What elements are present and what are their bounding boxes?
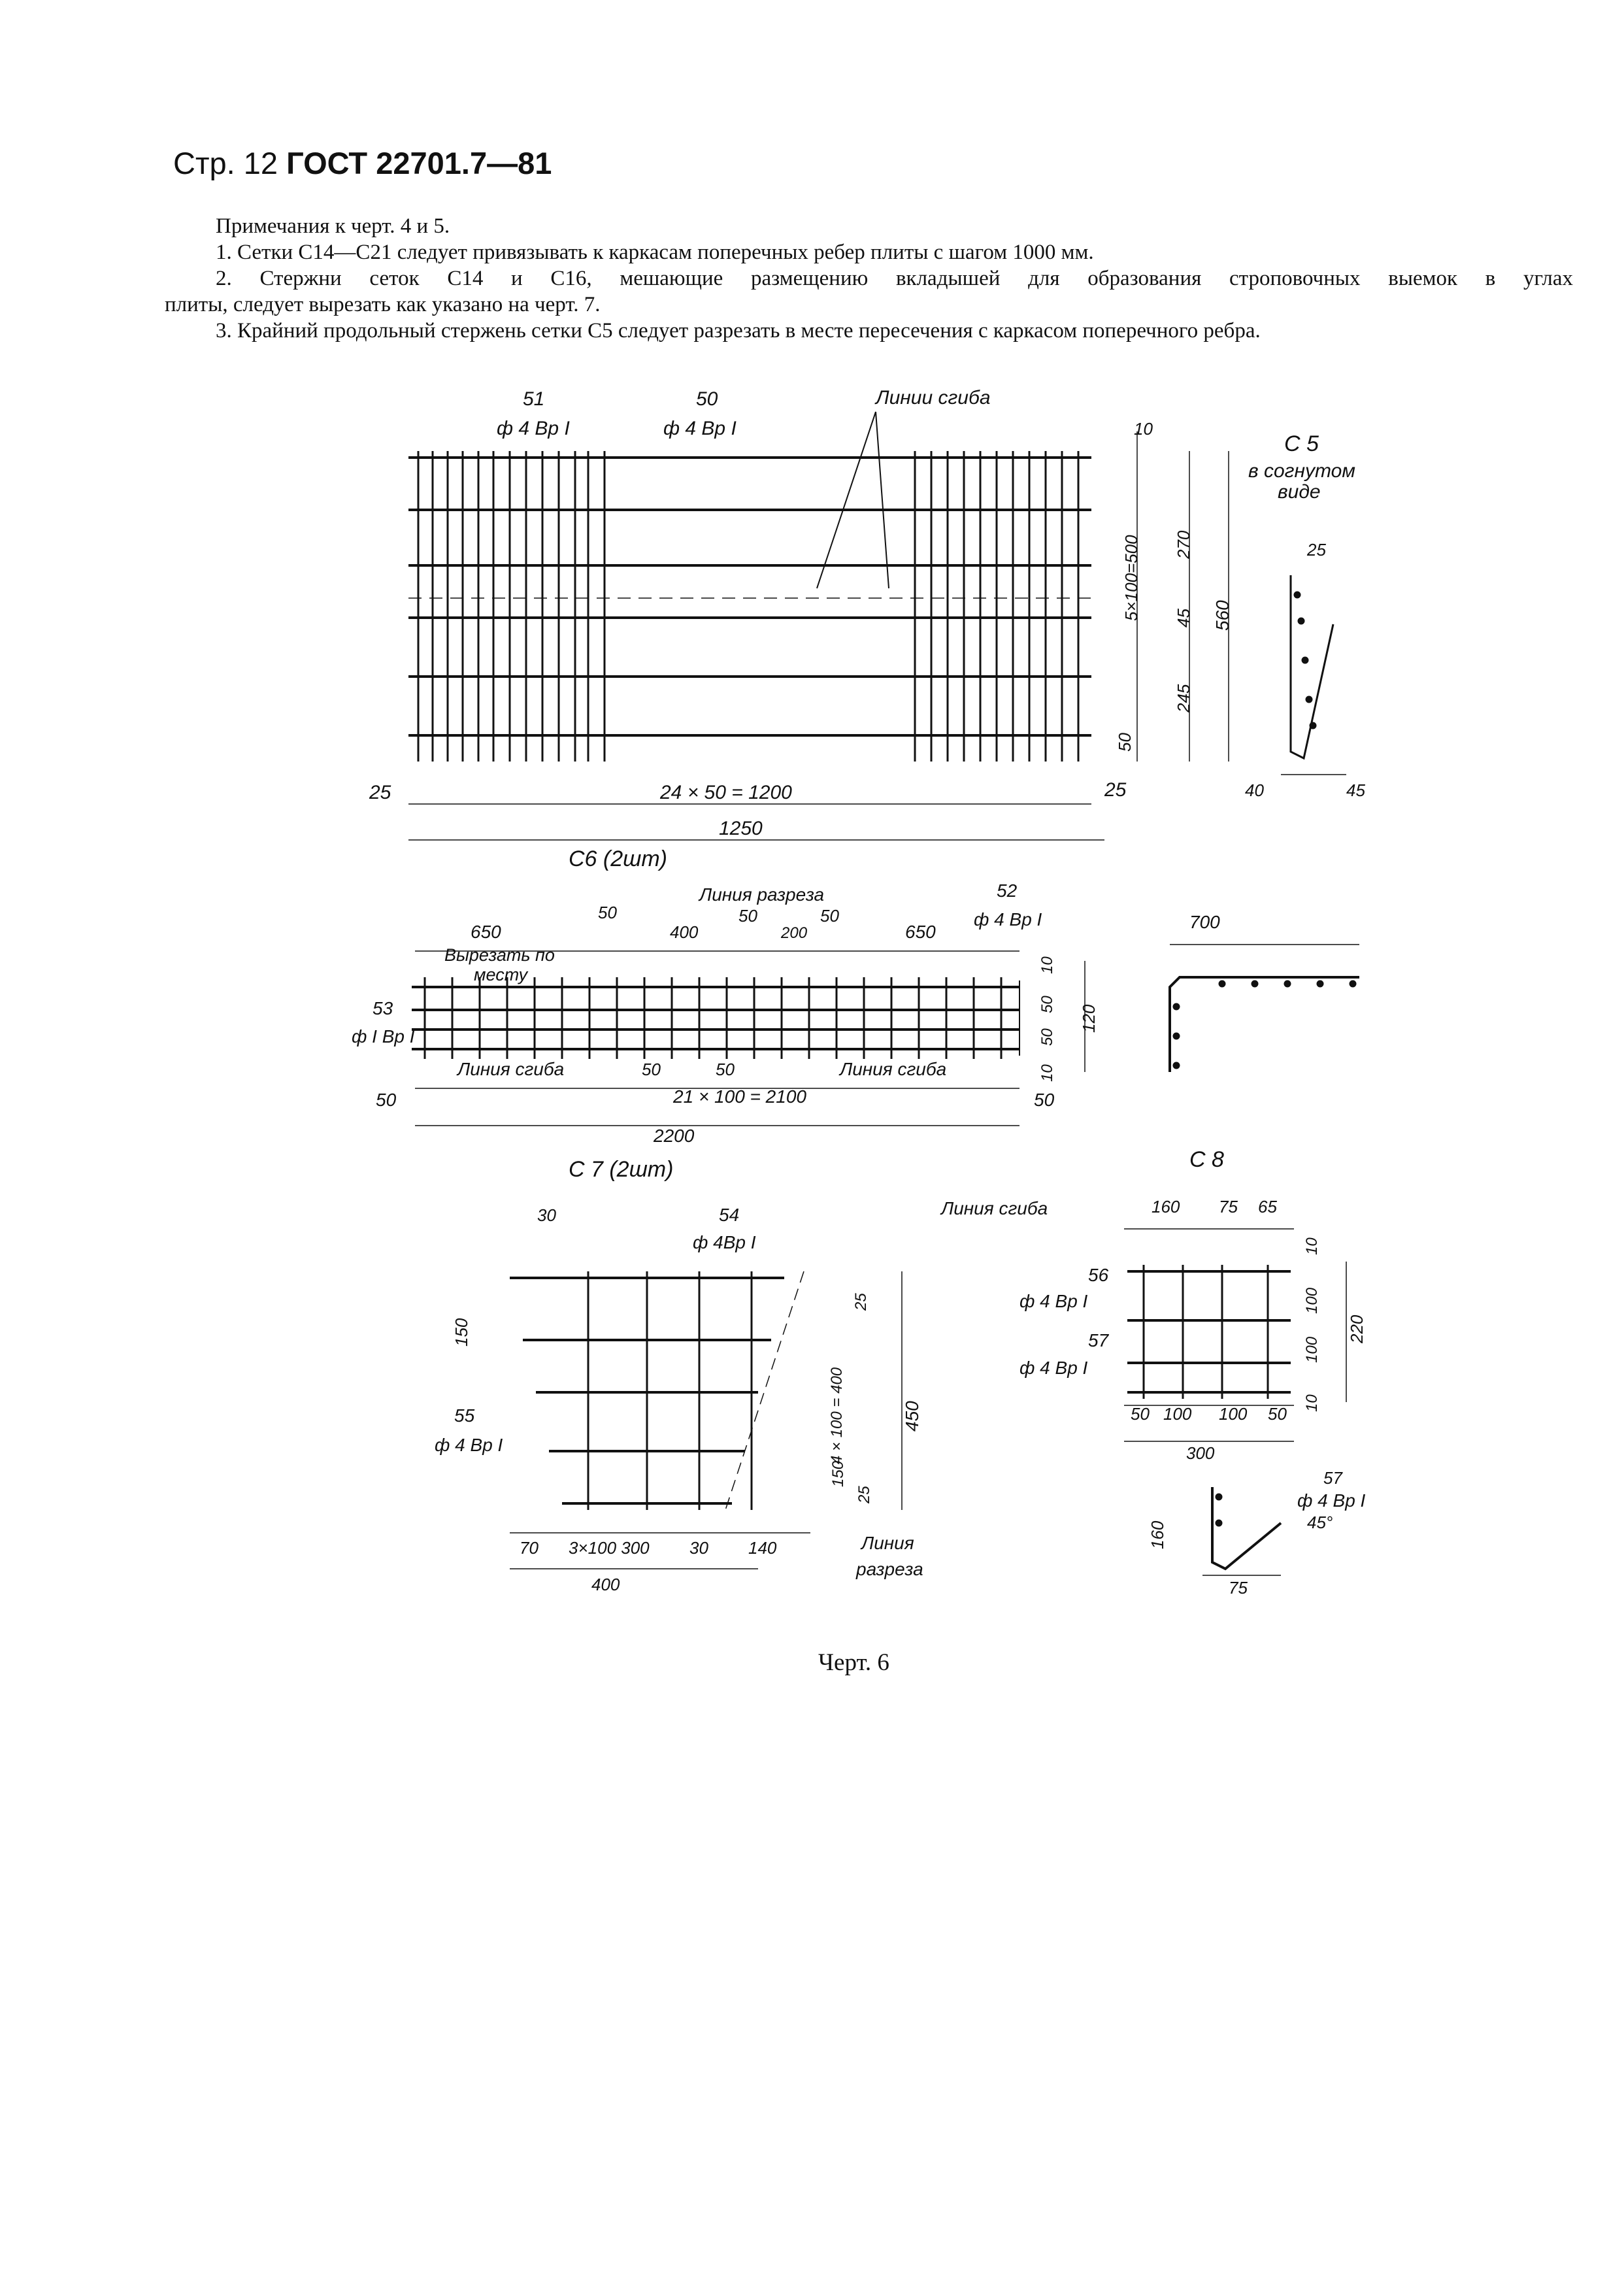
- c5-d270: 270: [1174, 530, 1193, 559]
- cut-line: [725, 1271, 804, 1510]
- c7-pos-54: 54: [719, 1205, 740, 1225]
- c8-pos-57: 57: [1088, 1330, 1109, 1350]
- c8-bent-shape: [1212, 1487, 1281, 1569]
- note-2a: 2. Стержни сеток С14 и С16, мешающие размещению вкладышей для образования строповочных выемок в углах: [216, 267, 1573, 290]
- c8-pos-56: 56: [1088, 1265, 1109, 1285]
- c5-b40: 40: [1245, 780, 1264, 800]
- c5-title: С 5: [1284, 431, 1319, 456]
- c8-d75: 75: [1219, 1197, 1238, 1216]
- c5-bar-51: ф 4 Вр I: [497, 418, 570, 439]
- bar-dot: [1173, 1033, 1180, 1039]
- c8-bar-56: ф 4 Вр I: [1019, 1291, 1088, 1311]
- c6-d50h: 50: [376, 1090, 397, 1110]
- c6-labels: [352, 846, 1220, 1146]
- c8-bar-57b: ф 4 Вр I: [1297, 1490, 1366, 1511]
- c8-d100a: 100: [1303, 1287, 1321, 1314]
- c6-d50a: 50: [598, 903, 617, 922]
- c6-d50c: 50: [820, 906, 839, 926]
- c7-d300: 3×100 300: [569, 1538, 650, 1558]
- gost-number: ГОСТ 22701.7—81: [286, 146, 552, 180]
- leader-line: [876, 412, 889, 588]
- c8-d100d: 100: [1219, 1404, 1248, 1424]
- c5-pos-51: 51: [523, 388, 545, 410]
- c8-d65: 65: [1258, 1197, 1277, 1216]
- c5-bend-line: Линии сгиба: [876, 387, 991, 409]
- c7-labels: [435, 1157, 923, 1594]
- notes-title: Примечания к черт. 4 и 5.: [216, 214, 450, 238]
- c6-cut-line: Линия разреза: [699, 884, 825, 905]
- c6-d50b: 50: [738, 906, 757, 926]
- c7-d70: 70: [520, 1538, 539, 1558]
- c5-d1200: 24 × 50 = 1200: [660, 782, 792, 803]
- c5-d10: 10: [1134, 419, 1153, 439]
- bar-dot: [1251, 980, 1258, 987]
- c6-d200: 200: [781, 924, 808, 942]
- c6-bend-right: Линия сгиба: [840, 1059, 947, 1079]
- c7-bar-54: ф 4Вр I: [693, 1232, 756, 1252]
- c7-d25b: 25: [855, 1486, 873, 1503]
- c5-d50: 50: [1115, 733, 1135, 752]
- c8-d50a: 50: [1131, 1404, 1150, 1424]
- c5-d45: 45: [1174, 609, 1193, 628]
- bar-dot: [1173, 1062, 1180, 1069]
- bar-dot: [1350, 980, 1356, 987]
- note-3: 3. Крайний продольный стержень сетки С5 следует разрезать в месте пересечения с каркасом поперечного ребра.: [216, 319, 1261, 343]
- c5-bent-2: виде: [1278, 481, 1321, 503]
- page-number: Стр. 12: [173, 146, 278, 180]
- c6-bar-53: ф I Вр I: [352, 1026, 415, 1047]
- c6-bent-width: 700: [1189, 912, 1220, 932]
- c7-d150b: 150: [829, 1460, 847, 1487]
- bar-dot: [1302, 657, 1308, 663]
- c7-d30a: 30: [537, 1205, 556, 1225]
- c5-bar-50: ф 4 Вр I: [663, 418, 737, 439]
- c8-d50b: 50: [1268, 1404, 1287, 1424]
- c6-d50f: 50: [642, 1060, 661, 1079]
- c5-d500: 5×100=500: [1121, 535, 1141, 621]
- c8-d160b: 160: [1148, 1520, 1167, 1549]
- c6-cut-here-1: Вырезать по: [444, 945, 555, 965]
- bar-dot: [1294, 592, 1301, 598]
- note-1: 1. Сетки С14—С21 следует привязывать к каркасам поперечных ребер плиты с шагом 1000 мм.: [216, 241, 1094, 264]
- c6-cut-here-2: месту: [474, 965, 528, 984]
- note-2b: плиты, следует вырезать как указано на черт. 7.: [165, 293, 601, 316]
- c7-cut-1: Линия: [861, 1533, 914, 1553]
- c5-d245: 245: [1174, 684, 1193, 712]
- c6-d10b: 10: [1038, 1064, 1056, 1082]
- bar-dot: [1216, 1520, 1222, 1526]
- c6-d50d: 50: [1038, 996, 1056, 1013]
- c8-bend-line: Линия сгиба: [941, 1198, 1048, 1218]
- c6-pos-53: 53: [373, 998, 393, 1018]
- c5-bent-1: в согнутом: [1248, 460, 1355, 482]
- c6-d10a: 10: [1038, 956, 1056, 974]
- c6-bend-left: Линия сгиба: [457, 1059, 565, 1079]
- c6-d2200: 2200: [654, 1126, 695, 1146]
- bar-dot: [1306, 696, 1312, 703]
- c7-d30b: 30: [689, 1538, 708, 1558]
- c6-d50i: 50: [1034, 1090, 1055, 1110]
- bar-dot: [1173, 1003, 1180, 1010]
- c7-d450: 450: [902, 1401, 922, 1432]
- c5-bent-shape: [1291, 575, 1333, 758]
- bar-dot: [1284, 980, 1291, 987]
- figure-caption: Черт. 6: [818, 1649, 889, 1676]
- c6-d2100: 21 × 100 = 2100: [673, 1086, 806, 1107]
- c5-d1250: 1250: [719, 818, 763, 839]
- c8-d100b: 100: [1303, 1336, 1321, 1363]
- c5-labels: [369, 387, 1365, 839]
- c5-d25-right: 25: [1104, 779, 1127, 801]
- c5-b25: 25: [1307, 540, 1326, 560]
- bar-dot: [1317, 980, 1323, 987]
- c8-d220: 220: [1347, 1315, 1367, 1343]
- c6-mesh-drawing: [412, 945, 1359, 1126]
- c5-d25-left: 25: [369, 782, 391, 803]
- c7-d25a: 25: [852, 1293, 870, 1311]
- c5-pos-50: 50: [696, 388, 718, 410]
- c8-d10b: 10: [1303, 1394, 1321, 1412]
- c7-title: С 7 (2шт): [569, 1157, 674, 1182]
- leader-line: [817, 412, 876, 588]
- c5-b45: 45: [1346, 780, 1365, 800]
- c6-d650-right: 650: [905, 922, 936, 942]
- c6-bent-shape: [1170, 977, 1359, 1072]
- c5-mesh-drawing: [408, 412, 1346, 840]
- c8-d100c: 100: [1163, 1404, 1192, 1424]
- c6-d50e: 50: [1038, 1028, 1056, 1046]
- c6-pos-52: 52: [997, 880, 1018, 901]
- c6-title: С6 (2шт): [569, 846, 668, 871]
- c8-labels: [940, 1147, 1367, 1598]
- c7-cut-2: разреза: [856, 1559, 923, 1579]
- c8-d10a: 10: [1303, 1237, 1321, 1255]
- c8-d300: 300: [1186, 1443, 1215, 1463]
- bar-dot: [1310, 722, 1316, 729]
- c7-d400v: 4 × 100 = 400: [828, 1367, 846, 1464]
- c6-d400: 400: [670, 922, 699, 942]
- c7-d400h: 400: [591, 1575, 620, 1594]
- c8-d75b: 75: [1229, 1578, 1248, 1598]
- bar-dot: [1298, 618, 1304, 624]
- c5-d560: 560: [1212, 600, 1233, 631]
- c6-bar-52: ф 4 Вр I: [974, 909, 1042, 930]
- c8-angle: 45°: [1307, 1513, 1333, 1532]
- c7-d140: 140: [748, 1538, 777, 1558]
- c8-title: С 8: [1189, 1147, 1224, 1172]
- c7-d150a: 150: [452, 1318, 471, 1347]
- c6-d650-left: 650: [471, 922, 501, 942]
- bar-dot: [1216, 1494, 1222, 1500]
- c8-pos-57b: 57: [1323, 1468, 1342, 1488]
- c6-d50g: 50: [716, 1060, 735, 1079]
- c8-bar-57: ф 4 Вр I: [1019, 1358, 1088, 1378]
- bar-dot: [1219, 980, 1225, 987]
- c6-d120: 120: [1079, 1004, 1099, 1033]
- c7-bar-55: ф 4 Вр I: [435, 1435, 503, 1455]
- c8-d160: 160: [1152, 1197, 1180, 1216]
- c7-pos-55: 55: [454, 1405, 475, 1426]
